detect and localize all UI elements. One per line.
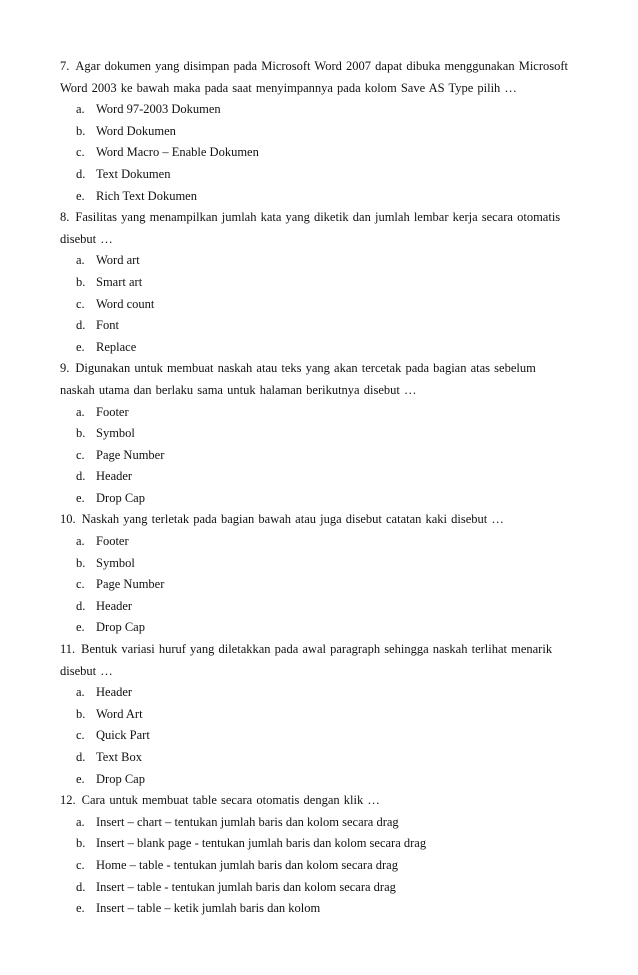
option-letter: c. — [76, 577, 85, 592]
option-letter: e. — [76, 188, 85, 203]
option-letter: d. — [76, 469, 86, 484]
option-letter: e. — [76, 339, 85, 354]
option-letter: b. — [76, 706, 86, 721]
question-text — [60, 358, 570, 401]
option-list — [60, 250, 570, 358]
option-c — [60, 574, 570, 596]
question-11 — [60, 639, 570, 790]
option-list — [60, 99, 570, 207]
option-c — [60, 725, 570, 747]
option-text: Header — [96, 469, 133, 484]
option-letter: b. — [76, 123, 86, 138]
question-body: Digunakan untuk membuat naskah atau teks yang akan tercetak pada bagian atas sebelum naskah utama dan berlaku sama untuk halaman berikutnya disebut … — [60, 361, 536, 397]
option-list — [60, 812, 570, 920]
option-text: Footer — [96, 404, 129, 419]
option-letter: d. — [76, 318, 86, 333]
option-letter: b. — [76, 836, 86, 851]
option-a — [60, 812, 570, 834]
question-10 — [60, 509, 570, 639]
option-letter: d. — [76, 750, 86, 764]
option-b — [60, 704, 570, 726]
question-body: Fasilitas yang menampilkan jumlah kata yang diketik dan jumlah lembar kerja secara otomatis disebut … — [60, 210, 561, 246]
option-a — [60, 402, 570, 424]
document-page — [60, 56, 570, 920]
option-letter: a. — [76, 102, 85, 117]
option-d — [60, 747, 570, 769]
option-letter: c. — [76, 857, 85, 872]
option-a — [60, 250, 570, 272]
option-c — [60, 445, 570, 467]
option-text: Word count — [96, 296, 155, 311]
question-12 — [60, 790, 570, 920]
option-letter: a. — [76, 404, 85, 419]
question-number: 12. — [60, 793, 76, 808]
option-letter: b. — [76, 274, 86, 289]
option-text: Word art — [96, 253, 140, 268]
option-d — [60, 877, 570, 899]
question-text — [60, 56, 570, 99]
option-e — [60, 769, 570, 791]
option-d — [60, 315, 570, 337]
question-text — [60, 639, 570, 682]
option-text: Word Macro – Enable Dokumen — [96, 145, 259, 160]
option-text: Header — [96, 598, 133, 613]
option-letter: e. — [76, 490, 85, 505]
option-text: Page Number — [96, 447, 165, 462]
option-b — [60, 423, 570, 445]
option-text: Insert – table - tentukan jumlah baris dan kolom secara drag — [96, 879, 396, 894]
option-d — [60, 164, 570, 186]
option-text: Quick Part — [96, 728, 150, 743]
option-text: Smart art — [96, 274, 143, 289]
option-a — [60, 531, 570, 553]
option-b — [60, 121, 570, 143]
question-number: 8. — [60, 210, 70, 225]
question-text — [60, 207, 570, 250]
question-body: Agar dokumen yang disimpan pada Microsoft Word 2007 dapat dibuka menggunakan Microsoft Word 2003 ke bawah maka pada saat menyimpannya pada kolom Save AS Type pilih … — [60, 59, 569, 95]
option-e — [60, 898, 570, 920]
question-8 — [60, 207, 570, 358]
option-c — [60, 142, 570, 164]
option-letter: c. — [76, 447, 85, 462]
option-e — [60, 186, 570, 208]
question-number: 10. — [60, 512, 76, 527]
option-e — [60, 337, 570, 359]
option-letter: e. — [76, 901, 85, 916]
option-letter: a. — [76, 685, 85, 700]
option-letter: b. — [76, 555, 86, 570]
option-text: Text Box — [96, 750, 142, 764]
option-c — [60, 855, 570, 877]
option-letter: a. — [76, 534, 85, 549]
option-a — [60, 99, 570, 121]
option-text: Footer — [96, 534, 129, 549]
option-b — [60, 833, 570, 855]
question-text — [60, 790, 570, 812]
option-list — [60, 402, 570, 510]
option-b — [60, 272, 570, 294]
option-list — [60, 531, 570, 639]
question-9 — [60, 358, 570, 509]
option-c — [60, 294, 570, 316]
option-letter: a. — [76, 253, 85, 268]
option-text: Drop Cap — [96, 490, 145, 505]
option-text: Drop Cap — [96, 620, 145, 635]
question-body: Cara untuk membuat table secara otomatis dengan klik … — [81, 793, 380, 808]
option-letter: e. — [76, 771, 85, 786]
option-text: Insert – blank page - tentukan jumlah baris dan kolom secara drag — [96, 836, 427, 851]
option-text: Font — [96, 318, 119, 333]
option-list — [60, 682, 570, 790]
question-number: 11. — [60, 642, 76, 657]
option-e — [60, 617, 570, 639]
option-text: Word Art — [96, 706, 143, 721]
option-letter: c. — [76, 728, 85, 743]
option-text: Word Dokumen — [96, 123, 176, 138]
option-a — [60, 682, 570, 704]
option-text: Header — [96, 685, 133, 700]
question-number: 7. — [60, 59, 70, 73]
option-text: Text Dokumen — [96, 166, 171, 181]
option-letter: d. — [76, 879, 86, 894]
option-text: Replace — [96, 339, 137, 354]
option-text: Insert – table – ketik jumlah baris dan kolom — [96, 901, 321, 916]
option-letter: d. — [76, 166, 86, 181]
option-letter: e. — [76, 620, 85, 635]
option-text: Symbol — [96, 555, 135, 570]
option-text: Rich Text Dokumen — [96, 188, 197, 203]
question-text — [60, 509, 570, 531]
option-text: Home – table - tentukan jumlah baris dan kolom secara drag — [96, 857, 398, 872]
option-letter: a. — [76, 814, 85, 829]
option-e — [60, 488, 570, 510]
question-body: Bentuk variasi huruf yang diletakkan pada awal paragraph sehingga naskah terlihat menarik disebut … — [60, 642, 553, 678]
option-text: Insert – chart – tentukan jumlah baris dan kolom secara drag — [96, 814, 399, 829]
option-letter: c. — [76, 296, 85, 311]
option-text: Word 97-2003 Dokumen — [96, 102, 221, 117]
option-letter: c. — [76, 145, 85, 160]
option-b — [60, 553, 570, 575]
question-7 — [60, 56, 570, 207]
option-text: Page Number — [96, 577, 165, 592]
option-d — [60, 596, 570, 618]
option-letter: b. — [76, 426, 86, 441]
option-d — [60, 466, 570, 488]
option-text: Symbol — [96, 426, 135, 441]
question-body: Naskah yang terletak pada bagian bawah atau juga disebut catatan kaki disebut … — [81, 512, 504, 527]
question-number: 9. — [60, 361, 70, 376]
option-letter: d. — [76, 598, 86, 613]
option-text: Drop Cap — [96, 771, 145, 786]
